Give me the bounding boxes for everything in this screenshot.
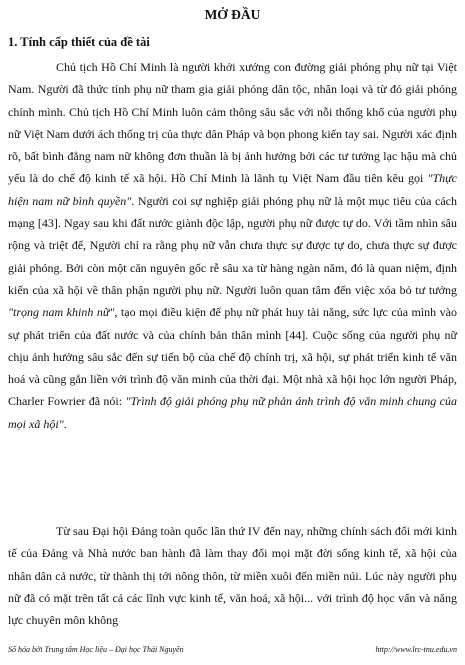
text-run: Chủ tịch Hồ Chí Minh là người khởi xướng con đường giải phóng phụ nữ tại Việt Nam. Người đã thức tỉnh phụ nữ tham gia giải phóng dân tộc, nhân loại và từ đó giải phóng chính mình. Chủ tịch Hồ Chí Minh luôn cảm thông sâu sắc với nỗi thống khổ của người phụ nữ Việt Nam dưới ách thống trị của thực dân Pháp và bọn phong kiến tay sai. Người xác định rõ, bất bình đẳng nam nữ không đơn thuần là bị ảnh hưởng bởi các tư tưởng lạc hậu mà chủ yếu là do chế độ kinh tế xã hội. Hồ Chí Minh là lãnh tụ Việt Nam đầu tiên kêu gọi	[8, 60, 457, 186]
paragraph-2: Từ sau Đại hội Đảng toàn quốc lần thứ IV đến nay, những chính sách đổi mới kinh tế của Đảng và Nhà nước ban hành đã làm thay đổi mọi mặt đời sống kinh tế, xã hội của nhân dân cả nước, từ thành thị tới nông thôn, từ miền xuôi đến miền núi. Lúc này người phụ nữ đã có mặt trên tất cả các lĩnh vực kinh tế, văn hoá, xã hội... với trình độ học vấn và năng lực chuyên môn không	[8, 524, 457, 628]
italic-quote: "Thực hiện nam nữ bình quyền"	[8, 171, 457, 208]
text-run: . Người coi sự nghiệp giải phóng phụ nữ là một mục tiêu của cách mạng [43]. Ngay sau khi đất nước giành độc lập, người phụ nữ được tự do. Với tầm nhìn sâu rộng và triệt để, Người chỉ ra rằng phụ nữ vẫn chưa thực sự được tự do, chưa thực sự được giải phóng. Bởi còn một căn nguyên gốc rễ sâu xa từ hàng ngàn năm, đó là quan niệm, định kiến của xã hội về thân phận người phụ nữ. Người luôn quan tâm đến việc xóa bỏ tư tưởng	[8, 193, 457, 297]
paragraph-1	[8, 56, 457, 435]
page-footer	[0, 643, 465, 659]
text-run: , tạo mọi điều kiện để phụ nữ phát huy tài năng, sức lực của mình vào sự phát triển của đất nước và của chính bản thân mình [44]. Cuộc sống của người phụ nữ chịu ảnh hưởng sâu sắc đến sự tiến bộ của chế độ chính trị, xã hội, sự phát triển kinh tế văn hoá và cũng gắn liền với trình độ văn minh của thời đại. Một nhà xã hội học lớn người Pháp, Charler Fowrier đã nói:	[8, 305, 457, 409]
page-title: MỞ ĐẦU	[204, 7, 261, 22]
footer-source: Số hóa bởi Trung tâm Học liệu – Đại học Thái Nguyên	[8, 645, 184, 654]
section-heading: 1. Tính cấp thiết của đề tài	[8, 35, 150, 49]
text-run: .	[63, 416, 67, 431]
italic-quote: "trọng nam khinh nữ"	[8, 305, 115, 320]
footer-url: http://www.lrc-tnu.edu.vn	[375, 645, 457, 654]
italic-quote: "Trình độ giải phóng phụ nữ phản ánh trình độ văn minh chung của mọi xã hội"	[8, 394, 457, 431]
